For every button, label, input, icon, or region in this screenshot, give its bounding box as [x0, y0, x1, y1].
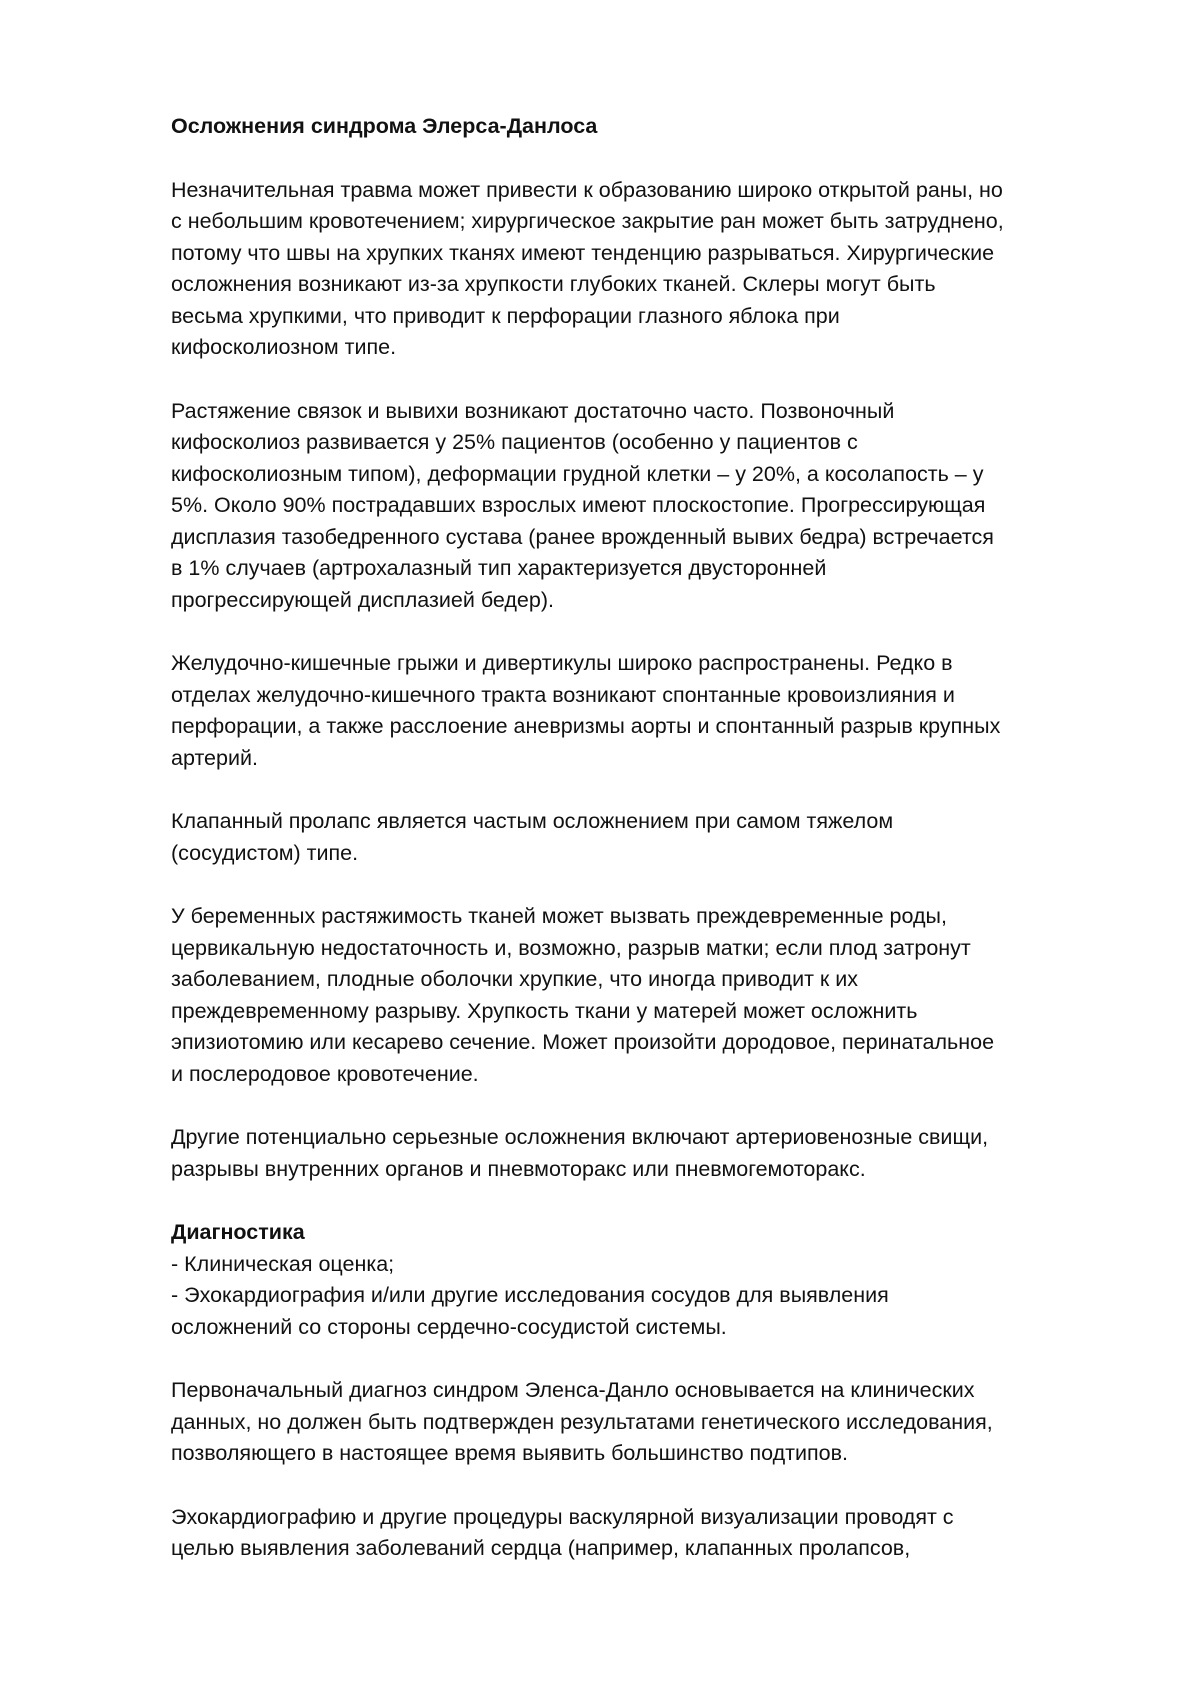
text-line: весьма хрупкими, что приводит к перфорации глазного яблока при [171, 303, 840, 328]
text-line: в 1% случаев (артрохалазный тип характеризуется двусторонней [171, 556, 827, 580]
paragraph [171, 806, 1111, 869]
text-line: Желудочно-кишечные грыжи и дивертикулы широко распространены. Редко в [171, 651, 953, 675]
text-line: осложнения возникают из-за хрупкости глубоких тканей. Склеры могут быть [171, 272, 936, 296]
text-line: Растяжение связок и вывихи возникают достаточно часто. Позвоночный [171, 398, 895, 423]
text-line: Эхокардиографию и другие процедуры васкулярной визуализации проводят с [171, 1504, 954, 1529]
text-line: разрывы внутренних органов и пневмоторакс или пневмогемоторакс. [171, 1156, 866, 1181]
text-line: кифосколиозным типом), деформации грудной клетки – у 20%, а косолапость – у [171, 461, 984, 486]
text-line: с небольшим кровотечением; хирургическое закрытие ран может быть затруднено, [171, 209, 1004, 233]
paragraph [171, 175, 1111, 364]
text-line: У беременных растяжимость тканей может вызвать преждевременные роды, [171, 904, 947, 928]
spacer [171, 869, 1111, 901]
paragraph [171, 901, 1111, 1090]
text-line: цервикальную недостаточность и, возможно, разрыв матки; если плод затронут [171, 935, 971, 960]
list-item-line: - Клиническая оценка; [171, 1251, 395, 1276]
paragraph [171, 648, 1111, 774]
text-line: перфорации, а также расслоение аневризмы аорты и спонтанный разрыв крупных [171, 714, 1001, 738]
diagnostics-heading: Диагностика [171, 1220, 305, 1244]
text-line: потому что швы на хрупких тканях имеют тенденцию разрываться. Хирургические [171, 240, 995, 265]
text-line: позволяющего в настоящее время выявить большинство подтипов. [171, 1441, 849, 1465]
text-line: кифосколиозном типе. [171, 335, 397, 359]
paragraph [171, 1375, 1111, 1470]
spacer [171, 1470, 1111, 1502]
diagnostics-list [171, 1249, 1111, 1344]
text-line: целью выявления заболеваний сердца (например, клапанных пролапсов, [171, 1536, 911, 1560]
text-line: преждевременному разрыву. Хрупкость ткани у матерей может осложнить [171, 998, 918, 1023]
spacer [171, 1343, 1111, 1375]
text-line: Незначительная травма может привести к образованию широко открытой раны, но [171, 177, 1003, 202]
spacer [171, 616, 1111, 648]
document-page [171, 111, 1111, 1597]
document-title: Осложнения синдрома Элерса-Данлоса [171, 114, 598, 138]
text-line: эпизиотомию или кесарево сечение. Может произойти дородовое, перинатальное [171, 1030, 995, 1054]
text-line: Первоначальный диагноз синдром Эленса-Данло основывается на клинических [171, 1378, 975, 1402]
text-line: Клапанный пролапс является частым осложнением при самом тяжелом [171, 809, 894, 833]
spacer [171, 364, 1111, 396]
list-item-line: осложнений со стороны сердечно-сосудистой системы. [171, 1314, 727, 1339]
text-line: дисплазия тазобедренного сустава (ранее врожденный вывих бедра) встречается [171, 524, 994, 549]
spacer [171, 1090, 1111, 1122]
spacer [171, 1185, 1111, 1217]
text-line: кифосколиоз развивается у 25% пациентов (особенно у пациентов с [171, 430, 858, 454]
spacer [171, 774, 1111, 806]
paragraph [171, 1122, 1111, 1185]
text-line: заболеванием, плодные оболочки хрупкие, что иногда приводит к их [171, 967, 859, 991]
text-line: артерий. [171, 745, 258, 770]
text-line: 5%. Около 90% пострадавших взрослых имеют плоскостопие. Прогрессирующая [171, 493, 986, 517]
text-line: прогрессирующей дисплазией бедер). [171, 587, 554, 612]
body-paragraphs [171, 175, 1111, 1218]
text-line: отделах желудочно-кишечного тракта возникают спонтанные кровоизлияния и [171, 682, 955, 707]
text-line: Другие потенциально серьезные осложнения включают артериовенозные свищи, [171, 1125, 989, 1149]
text-line: данных, но должен быть подтвержден результатами генетического исследования, [171, 1409, 993, 1434]
spacer [171, 1565, 1111, 1597]
text-line: (сосудистом) типе. [171, 840, 359, 865]
paragraph [171, 1502, 1111, 1565]
spacer [171, 143, 1111, 175]
text-line: и послеродовое кровотечение. [171, 1061, 479, 1086]
list-item-line: - Эхокардиография и/или другие исследования сосудов для выявления [171, 1283, 889, 1307]
paragraph [171, 396, 1111, 617]
diagnostics-paragraphs [171, 1375, 1111, 1597]
